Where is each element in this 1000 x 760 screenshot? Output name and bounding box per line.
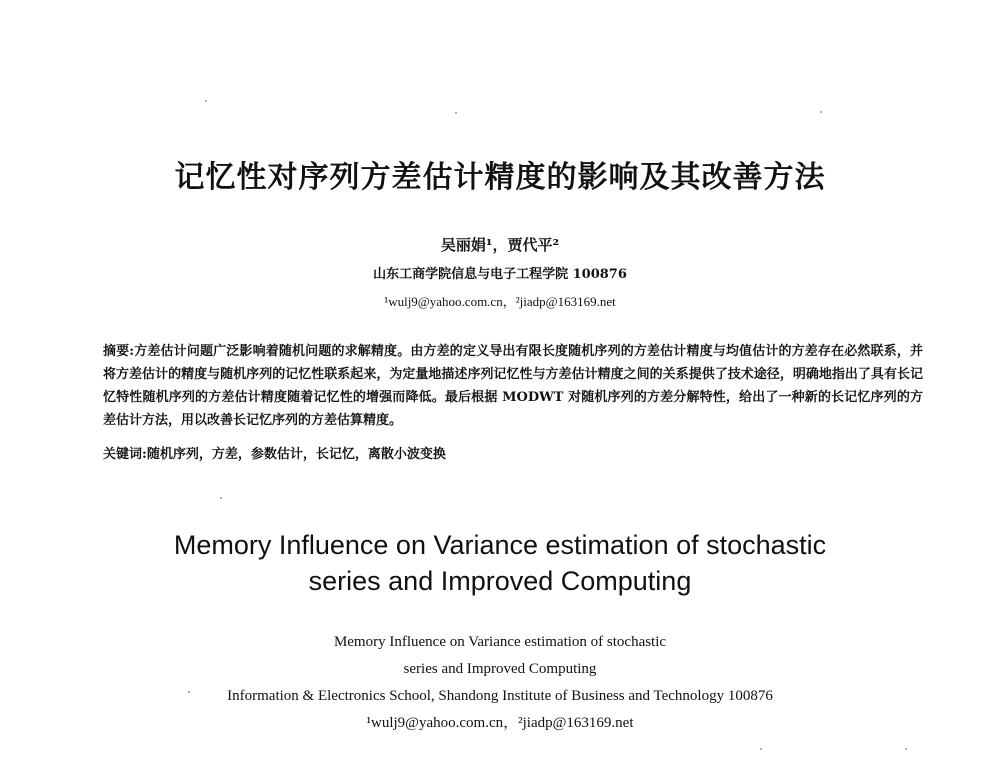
abstract-cn [103, 340, 923, 432]
affiliation-cn: 山东工商学院信息与电子工程学院 100876 [373, 267, 627, 282]
scan-speck [205, 100, 207, 102]
subtitle-en-line-1: Memory Influence on Variance estimation of stochastic [333, 634, 667, 650]
affiliation-en: Information & Electronics School, Shandong Institute of Business and Technology 100876 [227, 688, 773, 704]
keywords-cn [103, 443, 923, 462]
scan-speck [188, 691, 190, 693]
paper-title-en [0, 527, 1000, 599]
email-cn: ¹wulj9@yahoo.com.cn，²jiadp@163169.net [384, 294, 616, 309]
keywords-label: 关键词 [103, 447, 143, 462]
abstract-text: :方差估计问题广泛影响着随机问题的求解精度。由方差的定义导出有限长度随机序列的方差估计精度与均值估计的方差存在必然联系，并将方差估计的精度与随机序列的记忆性联系起来，为定量地描述序列记忆性与方差估计精度之间的关系提供了技术途径，明确地指出了具有长记忆特性随机序列的方差估计精度随着记忆性的增强而降低。最后根据 MODWT 对随机序列的方差分解特性，给出了一种新的长记忆序列的方差估计方法，用以改善长记忆序列的方差估算精度。 [103, 344, 923, 428]
scan-speck [455, 112, 457, 114]
scan-speck [820, 111, 822, 113]
email-en: ¹wulj9@yahoo.com.cn，²jiadp@163169.net [366, 715, 634, 731]
subtitle-en-line-2: series and Improved Computing [403, 661, 597, 677]
scan-speck [905, 748, 907, 750]
en-title-block [0, 629, 1000, 737]
title-en-line-2: series and Improved Computing [308, 566, 692, 596]
authors-cn: 吴丽娟¹，贾代平² [440, 236, 560, 254]
keywords-text: :随机序列，方差，参数估计，长记忆，离散小波变换 [142, 447, 446, 462]
paper-title-cn: 记忆性对序列方差估计精度的影响及其改善方法 [174, 160, 826, 195]
scan-speck [220, 497, 222, 499]
scan-speck [760, 748, 762, 750]
abstract-label: 摘要 [103, 344, 130, 359]
title-en-line-1: Memory Influence on Variance estimation of stochastic [173, 530, 827, 560]
